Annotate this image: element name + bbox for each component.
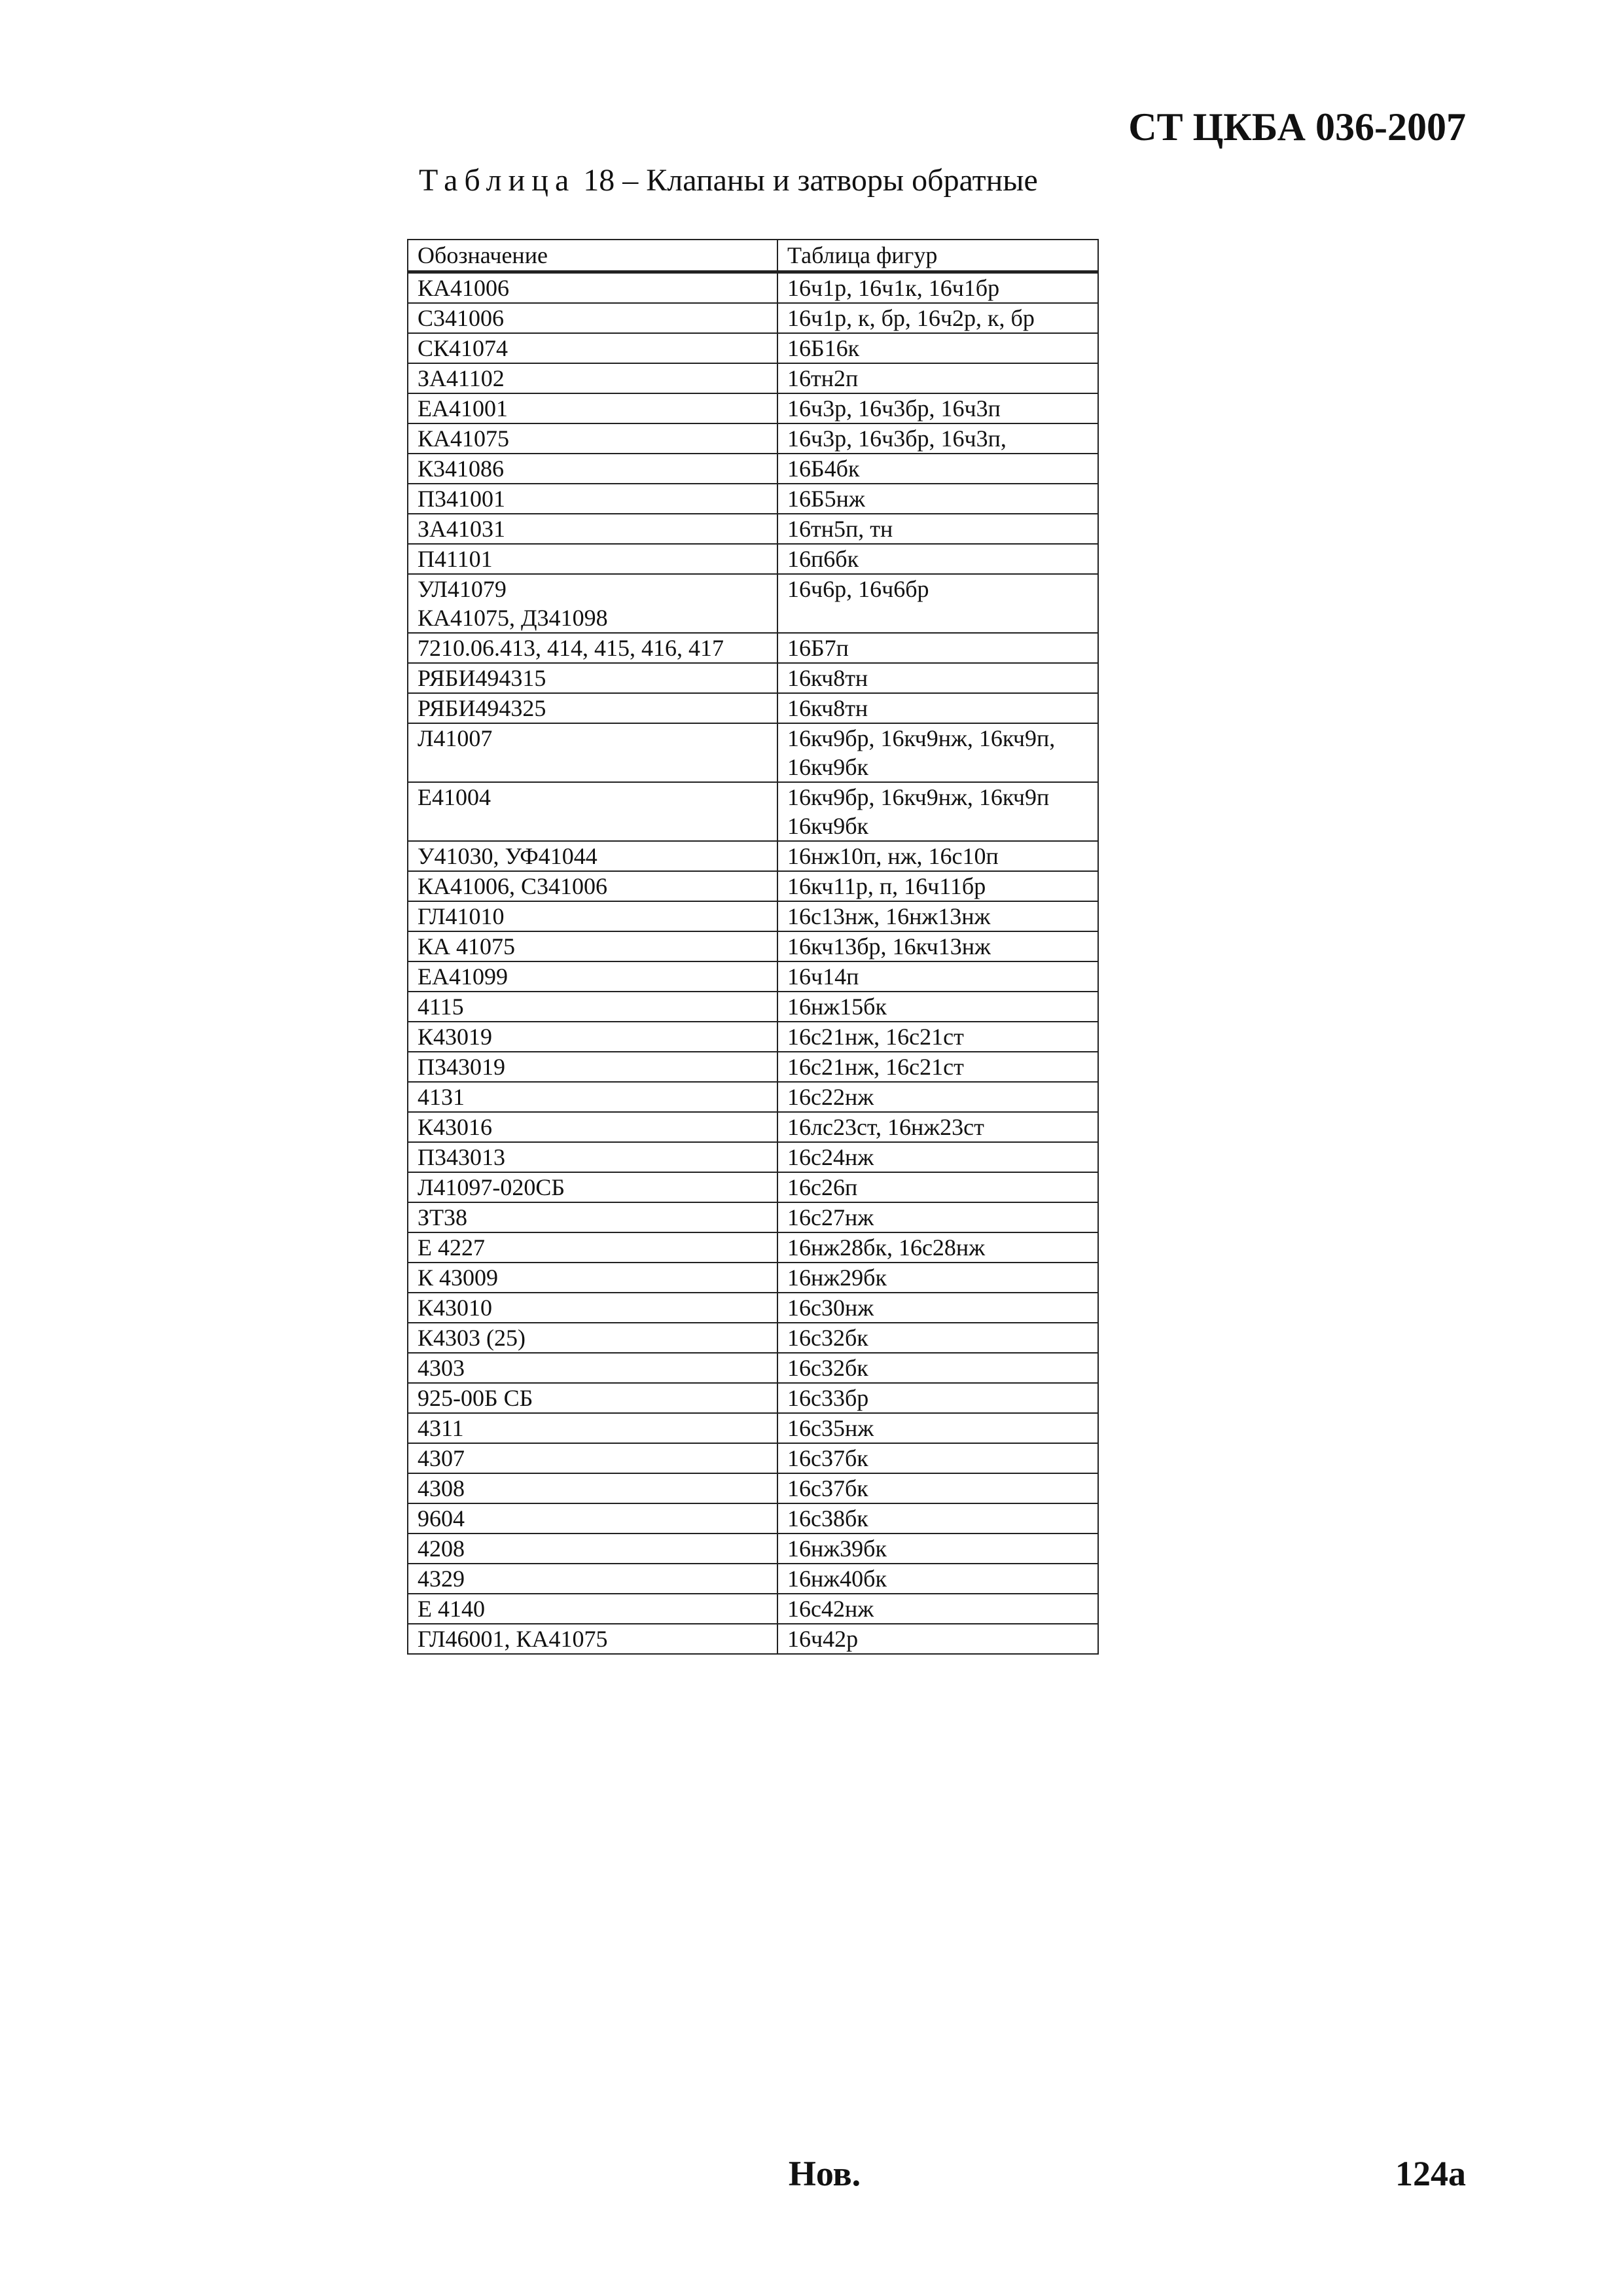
figures-cell [777, 272, 1098, 304]
figures-text: 16с24нж [787, 1144, 874, 1170]
designation-text: Л41007 [418, 725, 493, 751]
figures-cell [777, 514, 1098, 544]
designation-text: КА41075 [418, 425, 510, 452]
figures-text: 16тн2п [787, 365, 859, 391]
designation-cell [408, 931, 777, 961]
designation-cell [408, 841, 777, 871]
figures-text: 16нж29бк [787, 1265, 887, 1291]
designation-text: 4308 [418, 1475, 465, 1501]
figures-cell [777, 1052, 1098, 1082]
designation-text: П343019 [418, 1054, 505, 1080]
designation-text: П341001 [418, 486, 505, 512]
figures-cell [777, 1413, 1098, 1443]
designation-text: 4307 [418, 1445, 465, 1471]
designation-text: РЯБИ494315 [418, 665, 546, 691]
designation-text: 4311 [418, 1415, 464, 1441]
table-row [408, 1534, 1098, 1564]
table-row [408, 1052, 1098, 1082]
figures-cell [777, 1263, 1098, 1293]
figures-cell [777, 1503, 1098, 1534]
designation-text: К43016 [418, 1114, 493, 1140]
designation-text: С341006 [418, 305, 505, 331]
revision-status: Нов. [788, 2154, 861, 2193]
figures-cell [777, 1473, 1098, 1503]
figures-cell [777, 901, 1098, 931]
designation-text: У41030, УФ41044 [418, 843, 597, 869]
designation-text: Е 4227 [418, 1234, 485, 1261]
figures-cell [777, 1564, 1098, 1594]
figures-cell [777, 782, 1098, 841]
figures-cell [777, 1293, 1098, 1323]
figures-cell [777, 1534, 1098, 1564]
figures-text: 16с32бк [787, 1355, 868, 1381]
table-row [408, 871, 1098, 901]
table-row [408, 333, 1098, 363]
designation-text: ЕА41001 [418, 395, 508, 422]
table-row [408, 1022, 1098, 1052]
table-row [408, 1503, 1098, 1534]
figures-cell [777, 1142, 1098, 1172]
designation-cell [408, 1353, 777, 1383]
designation-cell [408, 871, 777, 901]
designation-cell [408, 1172, 777, 1202]
figures-cell [777, 423, 1098, 454]
figures-text: 16нж28бк, 16с28нж [787, 1234, 986, 1261]
designation-cell [408, 1232, 777, 1263]
figures-cell [777, 1594, 1098, 1624]
designation-text: К 43009 [418, 1265, 499, 1291]
table-row [408, 663, 1098, 693]
table-body [408, 272, 1098, 1655]
figures-cell [777, 961, 1098, 992]
figures-text: 16Б4бк [787, 456, 860, 482]
figures-cell [777, 1323, 1098, 1353]
figures-cell [777, 454, 1098, 484]
designation-cell [408, 723, 777, 782]
designation-text: 4208 [418, 1535, 465, 1562]
designation-cell [408, 693, 777, 723]
table-row [408, 782, 1098, 841]
figures-text: 16кч9бк [787, 754, 868, 780]
figures-text: 16кч13бр, 16кч13нж [787, 933, 991, 960]
designation-cell [408, 1052, 777, 1082]
designation-cell [408, 1473, 777, 1503]
valves-table [407, 239, 1099, 1655]
figures-text: 16кч9бр, 16кч9нж, 16кч9п [787, 784, 1050, 810]
figures-text: 16ч1р, к, бр, 16ч2р, к, бр [787, 305, 1035, 331]
figures-cell [777, 1624, 1098, 1654]
figures-text: 16с33бр [787, 1385, 869, 1411]
figures-cell [777, 363, 1098, 393]
designation-text: Е 4140 [418, 1596, 485, 1622]
figures-text: 16тн5п, тн [787, 516, 893, 542]
designation-cell [408, 663, 777, 693]
table-row [408, 1564, 1098, 1594]
table-row [408, 1263, 1098, 1293]
table-row [408, 1383, 1098, 1413]
table-row [408, 961, 1098, 992]
table-row [408, 633, 1098, 663]
figures-cell [777, 723, 1098, 782]
designation-cell [408, 1082, 777, 1112]
designation-cell [408, 1624, 777, 1654]
designation-cell [408, 1293, 777, 1323]
designation-text: 7210.06.413, 414, 415, 416, 417 [418, 635, 724, 661]
designation-text: К341086 [418, 456, 505, 482]
figures-text: 16с27нж [787, 1204, 874, 1230]
figures-text: 16ч3р, 16ч3бр, 16ч3п [787, 395, 1001, 422]
designation-cell [408, 454, 777, 484]
table-caption [419, 162, 1038, 198]
figures-cell [777, 574, 1098, 633]
designation-cell [408, 574, 777, 633]
designation-text: КА41075, Д341098 [418, 605, 608, 631]
figures-cell [777, 871, 1098, 901]
designation-text: К43019 [418, 1024, 493, 1050]
designation-text: 4329 [418, 1566, 465, 1592]
table-row [408, 1594, 1098, 1624]
figures-text: 16лс23ст, 16нж23ст [787, 1114, 984, 1140]
designation-text: К43010 [418, 1295, 493, 1321]
figures-text: 16кч8тн [787, 665, 868, 691]
designation-cell [408, 782, 777, 841]
designation-cell [408, 303, 777, 333]
page-number: 124а [1395, 2154, 1466, 2193]
designation-cell [408, 363, 777, 393]
designation-text: К4303 (25) [418, 1325, 526, 1351]
figures-cell [777, 992, 1098, 1022]
designation-cell [408, 514, 777, 544]
table-row [408, 514, 1098, 544]
designation-cell [408, 1383, 777, 1413]
figures-text: 16Б7п [787, 635, 849, 661]
table-row [408, 723, 1098, 782]
table-row [408, 1082, 1098, 1112]
figures-text: 16ч1р, 16ч1к, 16ч1бр [787, 275, 1000, 301]
figures-cell [777, 484, 1098, 514]
figures-cell [777, 1022, 1098, 1052]
designation-text: ЕА41099 [418, 963, 508, 990]
table-row [408, 1413, 1098, 1443]
table-row [408, 1293, 1098, 1323]
figures-cell [777, 633, 1098, 663]
figures-cell [777, 1232, 1098, 1263]
figures-text: 16нж10п, нж, 16с10п [787, 843, 999, 869]
designation-text: 9604 [418, 1505, 465, 1532]
designation-cell [408, 1503, 777, 1534]
figures-text: 16с37бк [787, 1445, 868, 1471]
table-row [408, 574, 1098, 633]
designation-text: ГЛ41010 [418, 903, 505, 929]
designation-cell [408, 1112, 777, 1142]
figures-cell [777, 841, 1098, 871]
designation-text: Л41097-020СБ [418, 1174, 565, 1200]
caption-title: 18 – Клапаны и затворы обратные [575, 163, 1038, 198]
designation-text: 4131 [418, 1084, 465, 1110]
designation-text: П343013 [418, 1144, 505, 1170]
figures-text: 16ч14п [787, 963, 859, 990]
figures-text: 16нж39бк [787, 1535, 887, 1562]
figures-text: 16с42нж [787, 1596, 874, 1622]
figures-text: 16с38бк [787, 1505, 868, 1532]
document-code: СТ ЦКБА 036-2007 [1128, 105, 1466, 149]
table-row [408, 931, 1098, 961]
designation-cell [408, 633, 777, 663]
figures-text: 16с21нж, 16с21ст [787, 1054, 964, 1080]
table-row [408, 363, 1098, 393]
table-row [408, 454, 1098, 484]
designation-text: ЗА41031 [418, 516, 506, 542]
figures-text: 16ч6р, 16ч6бр [787, 576, 929, 602]
figures-text: 16с22нж [787, 1084, 874, 1110]
figures-text: 16с30нж [787, 1295, 874, 1321]
designation-text: КА41006, С341006 [418, 873, 608, 899]
figures-text: 16ч3р, 16ч3бр, 16ч3п, [787, 425, 1007, 452]
figures-text: 16кч9бк [787, 813, 868, 839]
table-row [408, 303, 1098, 333]
designation-text: ЗА41102 [418, 365, 505, 391]
figures-text: 16нж40бк [787, 1566, 887, 1592]
figures-cell [777, 544, 1098, 574]
table-row [408, 1232, 1098, 1263]
figures-text: 16с35нж [787, 1415, 874, 1441]
designation-text: 4115 [418, 994, 464, 1020]
table-row [408, 393, 1098, 423]
designation-cell [408, 1142, 777, 1172]
table-row [408, 1443, 1098, 1473]
designation-cell [408, 423, 777, 454]
designation-text: ГЛ46001, КА41075 [418, 1626, 608, 1652]
table-row [408, 1353, 1098, 1383]
figures-text: 16ч42р [787, 1626, 859, 1652]
figures-text: 16с26п [787, 1174, 858, 1200]
figures-cell [777, 1353, 1098, 1383]
designation-cell [408, 393, 777, 423]
figures-text: 16кч9бр, 16кч9нж, 16кч9п, [787, 725, 1056, 751]
figures-text: 16кч8тн [787, 695, 868, 721]
designation-cell [408, 1594, 777, 1624]
table-row [408, 1202, 1098, 1232]
figures-text: 16п6бк [787, 546, 859, 572]
table-row [408, 992, 1098, 1022]
table-row [408, 272, 1098, 304]
designation-cell [408, 1413, 777, 1443]
table-row [408, 1624, 1098, 1654]
figures-cell [777, 663, 1098, 693]
figures-cell [777, 303, 1098, 333]
figures-cell [777, 1082, 1098, 1112]
table-row [408, 841, 1098, 871]
designation-cell [408, 272, 777, 304]
figures-cell [777, 1112, 1098, 1142]
designation-cell [408, 961, 777, 992]
column-header-designation: Обозначение [408, 240, 777, 272]
table-row [408, 1172, 1098, 1202]
designation-text: Е41004 [418, 784, 491, 810]
designation-cell [408, 1564, 777, 1594]
designation-text: 925-00Б СБ [418, 1385, 533, 1411]
table-row [408, 693, 1098, 723]
designation-text: КА41006 [418, 275, 510, 301]
table-row [408, 1142, 1098, 1172]
figures-cell [777, 931, 1098, 961]
designation-cell [408, 1202, 777, 1232]
table-row [408, 1323, 1098, 1353]
designation-text: КА 41075 [418, 933, 516, 960]
figures-text: 16с32бк [787, 1325, 868, 1351]
figures-text: 16нж15бк [787, 994, 887, 1020]
table-row [408, 484, 1098, 514]
table-header-row [408, 240, 1098, 272]
table-row [408, 1473, 1098, 1503]
designation-cell [408, 1022, 777, 1052]
figures-cell [777, 1172, 1098, 1202]
figures-cell [777, 1443, 1098, 1473]
designation-text: РЯБИ494325 [418, 695, 546, 721]
figures-text: 16кч11р, п, 16ч11бр [787, 873, 986, 899]
designation-text: УЛ41079 [418, 576, 507, 602]
designation-cell [408, 544, 777, 574]
figures-text: 16с37бк [787, 1475, 868, 1501]
figures-text: 16с21нж, 16с21ст [787, 1024, 964, 1050]
designation-cell [408, 484, 777, 514]
designation-text: 4303 [418, 1355, 465, 1381]
designation-cell [408, 901, 777, 931]
figures-text: 16Б5нж [787, 486, 865, 512]
designation-cell [408, 1443, 777, 1473]
figures-text: 16с13нж, 16нж13нж [787, 903, 991, 929]
designation-cell [408, 1263, 777, 1293]
column-header-figures: Таблица фигур [777, 240, 1098, 272]
figures-cell [777, 1383, 1098, 1413]
caption-prefix: Таблица [419, 163, 576, 198]
designation-text: П41101 [418, 546, 493, 572]
table-row [408, 423, 1098, 454]
designation-cell [408, 1534, 777, 1564]
figures-cell [777, 1202, 1098, 1232]
designation-text: ЗТ38 [418, 1204, 468, 1230]
table-row [408, 1112, 1098, 1142]
table-row [408, 901, 1098, 931]
figures-cell [777, 393, 1098, 423]
figures-text: 16Б16к [787, 335, 860, 361]
figures-cell [777, 693, 1098, 723]
designation-cell [408, 992, 777, 1022]
designation-text: СК41074 [418, 335, 508, 361]
designation-cell [408, 1323, 777, 1353]
table-row [408, 544, 1098, 574]
designation-cell [408, 333, 777, 363]
figures-cell [777, 333, 1098, 363]
